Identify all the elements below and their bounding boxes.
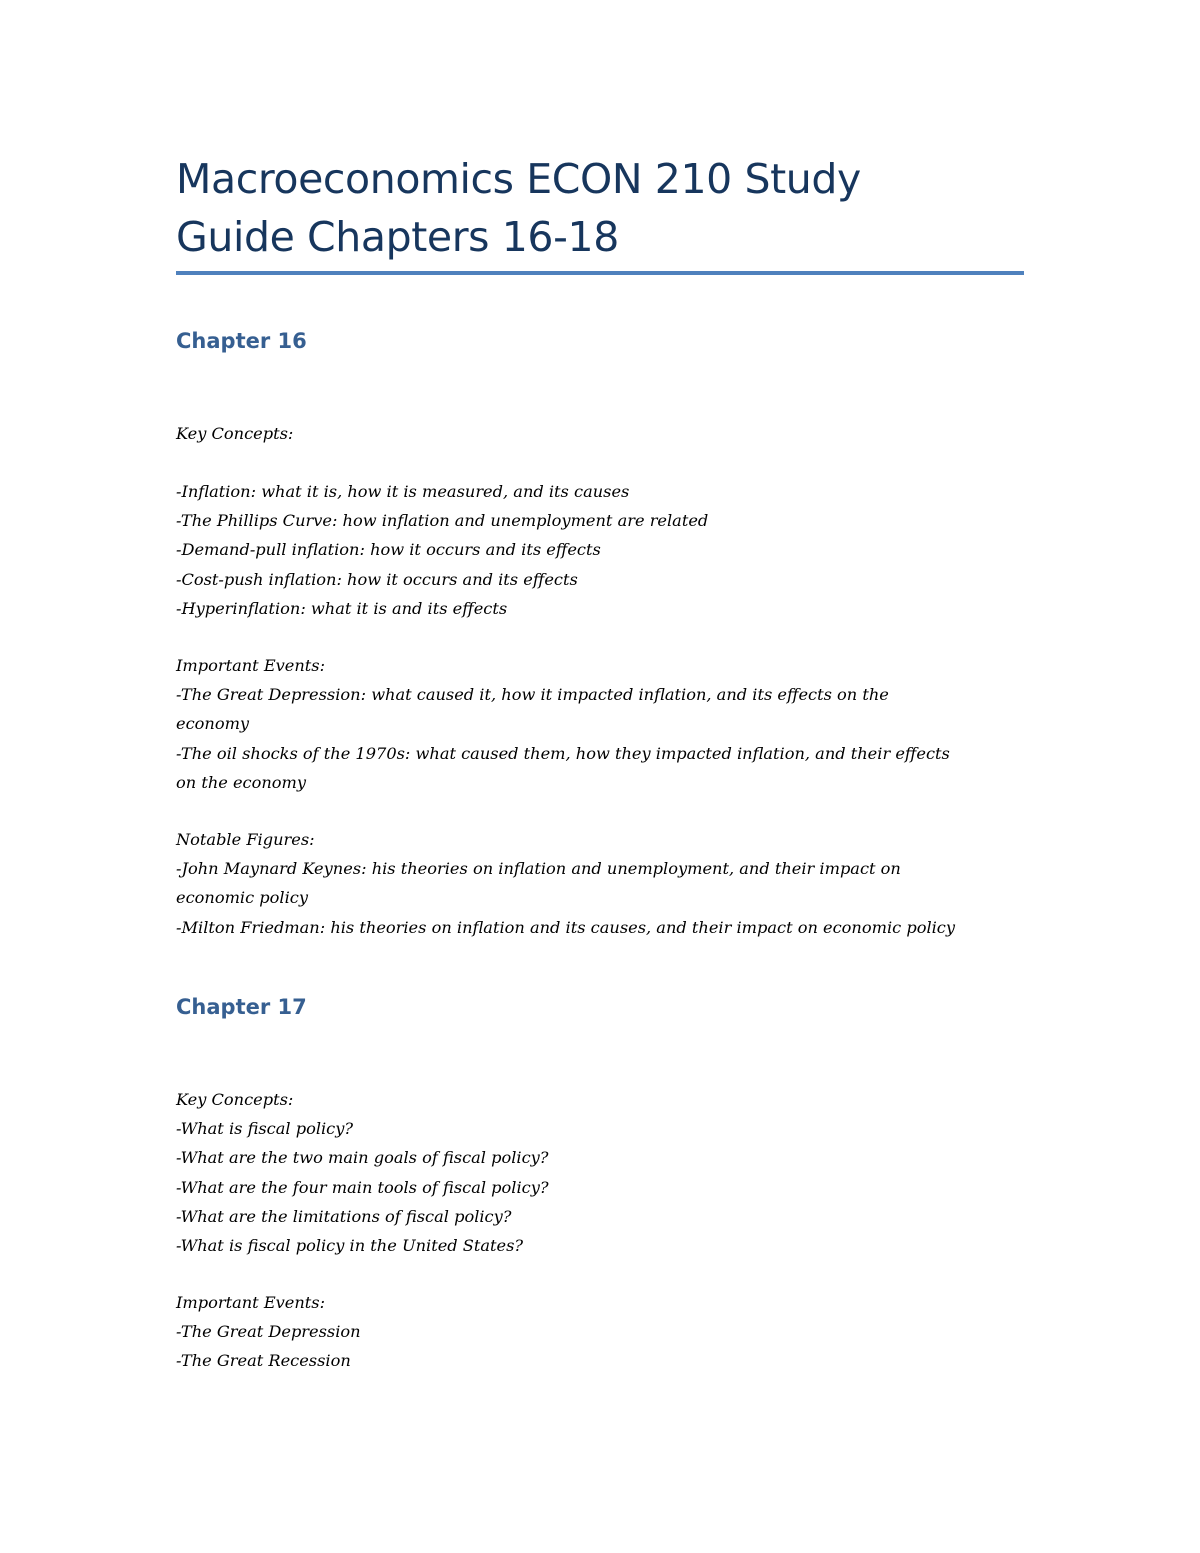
list-item: -What is fiscal policy in the United States? (176, 1236, 524, 1256)
list-item: -Inflation: what it is, how it is measured, and its causes (176, 482, 630, 501)
chapter-16-key-concepts-list (176, 477, 1036, 623)
chapter-16-key-concepts-label-block (176, 419, 1036, 448)
list-item: -Milton Friedman: his theories on inflation and its causes, and their impact on economic policy (176, 917, 956, 937)
key-concepts-label: Key Concepts: (176, 424, 294, 443)
important-events-label: Important Events: (176, 656, 326, 675)
list-item: -What are the two main goals of fiscal policy? (176, 1148, 549, 1168)
chapter-17-heading: Chapter 17 (176, 995, 307, 1019)
important-events-label: Important Events: (176, 1293, 326, 1312)
list-item: on the economy (176, 772, 307, 792)
chapter-16-notable-figures (176, 825, 1036, 942)
chapter-17-important-events (176, 1288, 1036, 1376)
list-item: -The Phillips Curve: how inflation and unemployment are related (176, 511, 709, 531)
document-title (176, 150, 1036, 266)
list-item: -The Great Depression: what caused it, how it impacted inflation, and its effects on the (176, 685, 889, 705)
list-item: -The Great Depression (176, 1322, 361, 1342)
title-line: Macroeconomics ECON 210 Study (176, 155, 861, 203)
list-item: -John Maynard Keynes: his theories on inflation and unemployment, and their impact on (176, 859, 901, 879)
list-item: -Demand-pull inflation: how it occurs and its effects (176, 540, 601, 560)
list-item: -Cost-push inflation: how it occurs and its effects (176, 569, 578, 589)
notable-figures-label: Notable Figures: (176, 830, 315, 849)
chapter-17-key-concepts (176, 1085, 1036, 1260)
list-item: economic policy (176, 888, 308, 908)
title-underline-rule (176, 271, 1024, 275)
list-item: -The oil shocks of the 1970s: what caused them, how they impacted inflation, and their effects (176, 743, 950, 763)
title-line: Guide Chapters 16-18 (176, 213, 619, 261)
key-concepts-label: Key Concepts: (176, 1090, 294, 1109)
list-item: -What are the limitations of fiscal policy? (176, 1206, 512, 1226)
chapter-16-heading: Chapter 16 (176, 329, 307, 353)
list-item: -Hyperinflation: what it is and its effects (176, 598, 508, 618)
list-item: -The Great Recession (176, 1351, 351, 1371)
list-item: -What is fiscal policy? (176, 1119, 354, 1139)
chapter-16-important-events (176, 651, 1036, 797)
list-item: -What are the four main tools of fiscal policy? (176, 1177, 549, 1197)
list-item: economy (176, 714, 250, 734)
